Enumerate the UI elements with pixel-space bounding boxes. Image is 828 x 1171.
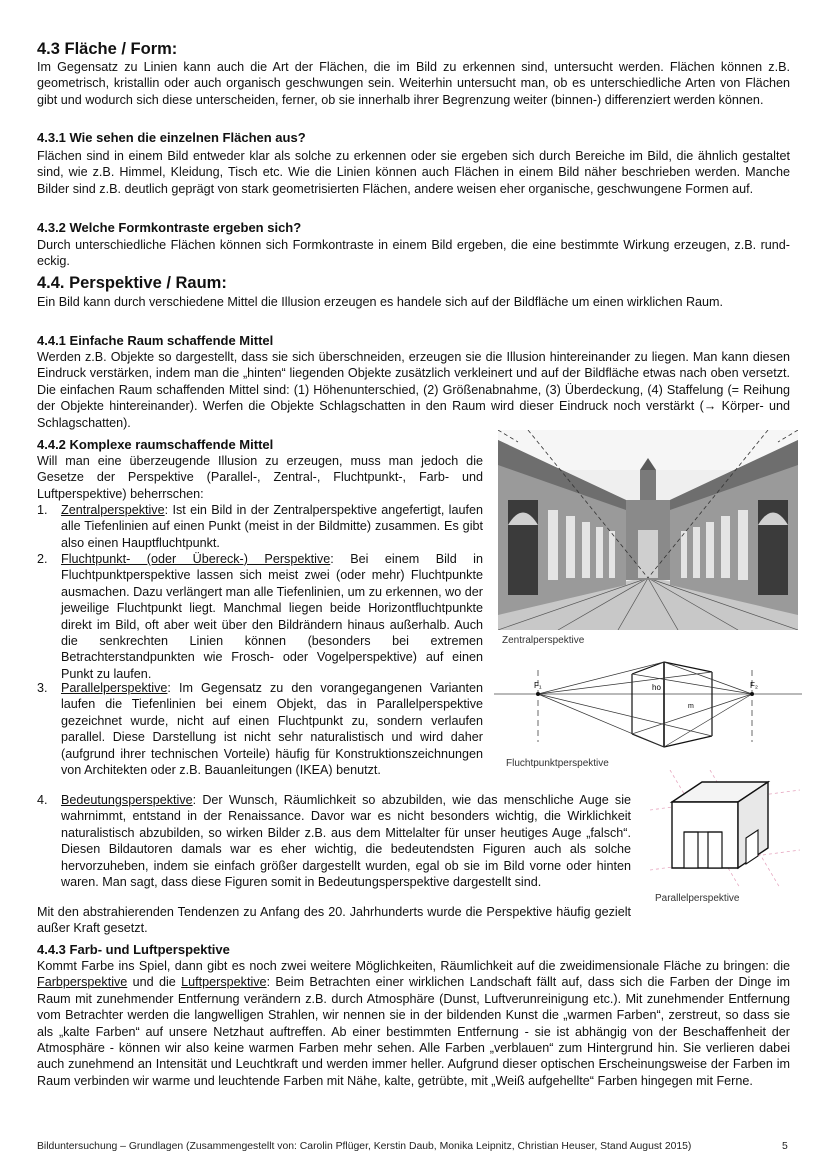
paragraph-4-4-3: [37, 958, 790, 1089]
term-zentralperspektive: Zentralperspektive: [61, 503, 165, 517]
term-parallelperspektive: Parallelperspektive: [61, 681, 168, 695]
term-fluchtpunktperspektive: Fluchtpunkt- (oder Übereck-) Perspektive: [61, 552, 331, 566]
list-item-fluchtpunktperspektive: [37, 551, 483, 682]
paragraph-4-4-1: Werden z.B. Objekte so dargestellt, dass sie sich überschneiden, erzeugen sie die Illusion hintereinander zu liegen. Man kann diesen Eindruck verstärken, indem man die „hinten“ liegenden Objekte zusätzlich verkleinert und auf der Bildfläche etwas nach oben versetzt. Die einfachen Raum schaffenden Mittel sind: (1) Höhenunterschied, (2) Größenabnahme, (3) Überdeckung, (4) Staffelung (= Reihung der Objekte hintereinander). Werfen die Objekte Schlagschatten in den Raum wird dieser Eindruck noch verstärkt (→ Körper- und Schlagschatten).: [37, 350, 790, 430]
list-item-text: : Der Wunsch, Räumlichkeit so abzubilden, wie das menschliche Auge sie wahrnimmt, entstand in der Renaissance. Davor war es nicht besonders wichtig, die Wirklichkeit naturalistisch abzubilden, so wirken Bilder z.B. aus dem Mittelalter für unser heutiges Auge „falsch“. Diesen Bildautoren damals war es eher wichtig, die bedeutendsten Figuren auch als solche hervorzuheben, indem sie einfach größer dargestellt wurden, egal ob sie im Bild vorne oder hinten waren. Man sagt, dass diese Figuren somit in Bedeutungsperspektive dargestellt sind.: [61, 793, 631, 890]
parallel-perspective-cube: [650, 770, 800, 888]
zentralperspektive-image: [498, 430, 798, 630]
list-item-text: : Im Gegensatz zu den vorangegangenen Varianten laufen die Tiefenlinien bei einem Objekt, das in Parallelperspektive gezeichnet wurde, nicht auf einen Fluchtpunkt zu, sondern verlaufen parallel. Diese Darstellung ist nicht sehr naturalistisch und wird daher (aufgrund ihrer technischen Vorteile) häufig für Konstruktionszeichnungen von Architekten oder z.B. Bauanleitungen (IKEA) benutzt.: [61, 681, 483, 778]
label-f1: F₁: [534, 681, 542, 690]
paragraph-4-3-2: Durch unterschiedliche Flächen können sich Formkontraste in einem Bild ergeben, die eine bestimmte Wirkung erzeugen, z.B. rund-eckig.: [37, 238, 790, 269]
caption-parallelperspektive: Parallelperspektive: [655, 893, 740, 904]
term-luftperspektive: Luftperspektive: [181, 975, 267, 990]
paragraph-4-4-2-outro: Mit den abstrahierenden Tendenzen zu Anfang des 20. Jahrhunderts wurde die Perspektive häufig gezielt außer Kraft gesetzt.: [37, 905, 631, 936]
two-point-perspective-drawing: [494, 652, 802, 752]
heading-4-3: 4.3 Fläche / Form:: [37, 40, 178, 58]
footer-text: Bilduntersuchung – Grundlagen (Zusammengestellt von: Carolin Pflüger, Kerstin Daub, Monika Leipnitz, Christian Heuser, Stand August 2015): [37, 1141, 692, 1152]
list-item-bedeutungsperspektive: [37, 792, 631, 890]
caption-zentralperspektive: Zentralperspektive: [502, 635, 585, 646]
heading-4-4-3: 4.4.3 Farb- und Luftperspektive: [37, 942, 230, 957]
list-number: 3.: [37, 681, 48, 695]
fluchtpunkt-diagram: [494, 652, 802, 752]
paragraph-4-3-intro: Im Gegensatz zu Linien kann auch die Art der Flächen, die im Bild zu erkennen sind, untersucht werden. Flächen können z.B. geometrisch, kristallin oder auch organisch geschwungen sein. Weiterhin untersucht man, ob es unterschiedliche Arten von Flächen gibt und wodurch sich diese unterscheiden, ferner, ob sie innerhalb ihrer Begrenzung weiter (binnen-) differenziert werden können.: [37, 60, 790, 107]
heading-4-4: 4.4. Perspektive / Raum:: [37, 274, 227, 292]
list-item-zentralperspektive: [37, 502, 483, 551]
paragraph-4-4-2-intro: Will man eine überzeugende Illusion zu erzeugen, muss man jedoch die Gesetze der Perspektive (Parallel-, Zentral-, Fluchtpunkt-, Farb- und Luftperspektive) beherrschen:: [37, 454, 483, 501]
list-number: 4.: [37, 793, 48, 807]
heading-4-4-1: 4.4.1 Einfache Raum schaffende Mittel: [37, 333, 274, 348]
parallelperspektive-drawing: [650, 770, 800, 888]
text-fragment: und die: [127, 975, 182, 990]
label-horizon: ho: [652, 683, 661, 692]
central-perspective-drawing: [498, 430, 798, 630]
list-item-text: : Bei einem Bild in Fluchtpunktperspektive lassen sich meist zwei (oder mehr) Fluchtpunkte ausmachen. Dazu verlängert man alle Tiefenlinien, um zu erkennen, wo der jeweilige Fluchtpunkt liegt. Manchmal liegen beide Horizontfluchtpunkte direkt im Bild, oft aber weit über den Bildrändern hinaus außerhalb. Auch die senkrechten Linien können (besonders bei extremen Betrachterstandpunkten wie Frosch- oder Vogelperspektive) auf einen Punkt zu laufen.: [61, 552, 483, 681]
heading-4-3-1: 4.3.1 Wie sehen die einzelnen Flächen aus?: [37, 130, 306, 145]
label-m: m: [688, 703, 694, 710]
heading-4-3-2: 4.3.2 Welche Formkontraste ergeben sich?: [37, 220, 302, 235]
term-bedeutungsperspektive: Bedeutungsperspektive: [61, 793, 193, 807]
term-farbperspektive: Farbperspektive: [37, 975, 128, 990]
heading-4-4-2: 4.4.2 Komplexe raumschaffende Mittel: [37, 437, 274, 452]
paragraph-4-4-intro: Ein Bild kann durch verschiedene Mittel die Illusion erzeugen es handele sich auf der Bildfläche um einen wirklichen Raum.: [37, 295, 724, 309]
list-number: 2.: [37, 552, 48, 566]
list-number: 1.: [37, 503, 48, 517]
list-item-text: : Ist ein Bild in der Zentralperspektive angefertigt, laufen alle Tiefenlinien auf einen Punkt (meist in der Bildmitte) zusammen. Es gibt also einen Hauptfluchtpunkt.: [61, 503, 483, 550]
caption-fluchtpunktperspektive: Fluchtpunktperspektive: [506, 758, 609, 769]
paragraph-4-3-1: Flächen sind in einem Bild entweder klar als solche zu erkennen oder sie ergeben sich durch Bereiche im Bild, die ähnlich gestaltet sind, wie z.B. Himmel, Kleidung, Tisch etc. Wie die Linien können auch Flächen in einem Bild näher beschrieben werden. Manche Bilder sind z.B. deutlich geprägt von stark geometrisierten Flächen, andere weisen eher organische, geschwungene Formen auf.: [37, 149, 790, 196]
page-number: 5: [782, 1141, 788, 1152]
list-item-parallelperspektive: [37, 680, 483, 778]
label-f2: F₂: [750, 681, 758, 690]
text-fragment: : Beim Betrachten einer wirklichen Landschaft fällt auf, dass sich die Farben der Dinge im Raum mit zunehmender Entfernung verändern z.B. durch Atmosphäre (Dunst, Luftverunreinigung etc.). Mit zunehmender Entfernung vom Betrachter werden die langwelligen Strahlen, wir nennen sie in der bildenden Kunst die „warmen Farben“, zerstreut, so dass sie als „kalte Farben“ auf unsere Netzhaut auftreffen. Ab einer bestimmten Entfernung - sie ist abhängig von der Beschaffenheit der Atmosphäre - können wir also keine warmen Farben mehr sehen. Alle Farben „verblauen“ zum Hintergrund hin. Sie verlieren dabei auch zunehmend an Intensität und Leuchtkraft und werden immer heller. Aufgrund dieser optischen Erscheinungsweise der Farben im Raum verbinden wir warme und leuchtende Farben mit Nähe, kalte, getrübte, mit „Weiß aufgehellte“ Farben hingegen mit Ferne.: [37, 975, 790, 1088]
text-fragment: Kommt Farbe ins Spiel, dann gibt es noch zwei weitere Möglichkeiten, Räumlichkeit auf die zweidimensionale Fläche zu bringen: die: [37, 959, 790, 973]
